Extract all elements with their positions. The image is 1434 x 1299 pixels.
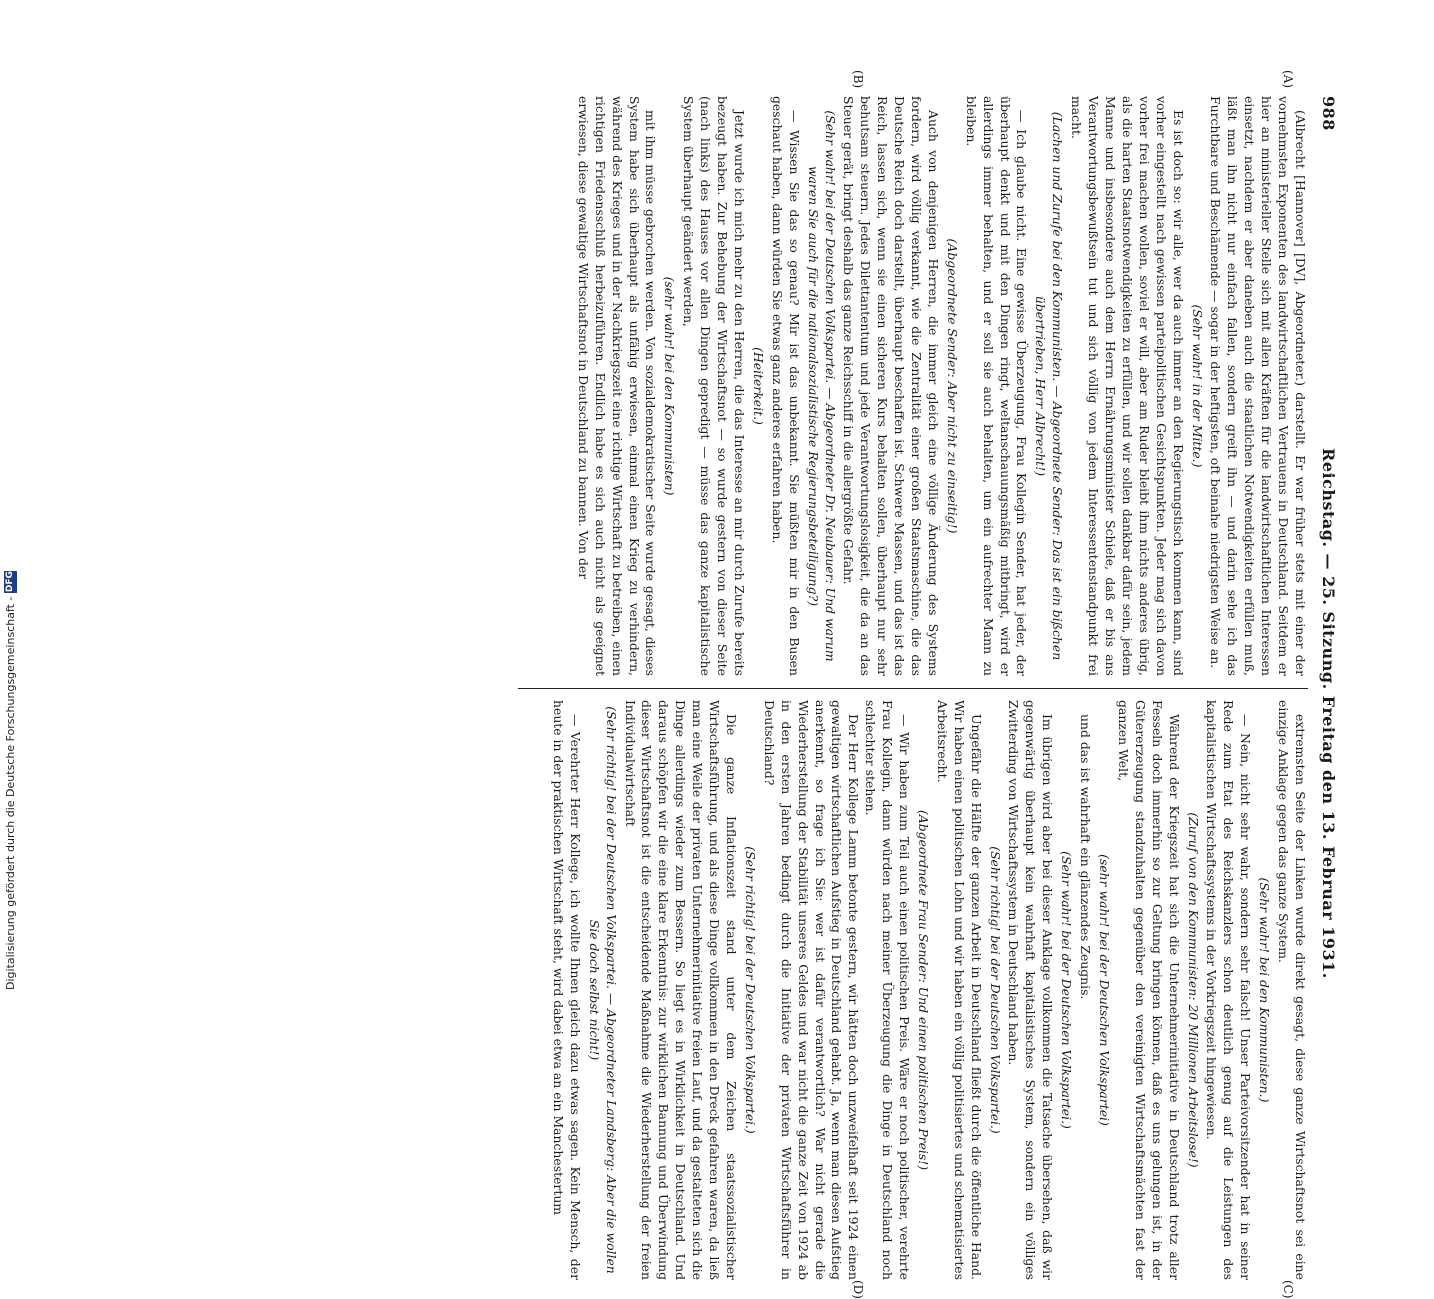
interjection: (sehr wahr! bei der Deutschen Volkspartei)	[1097, 854, 1113, 1126]
page-number: 988	[1319, 96, 1338, 131]
paragraph: mit ihm müsse gebrochen werden. Von sozialdemokratischer Seite wurde gesagt, dieses System habe sich überhaupt als unfähig erwiesen, einmal einen Krieg zu verhindern, während des Krieges und in der Nachkriegszeit eine richtige Wirtschaft zu betreiben, einen richtigen Friedensschluß herbeizuführen. Endlich habe es sich auch nicht als geeignet erwiesen, diese gewaltige Wirtschaftsnot in Deutschland zu bannen. Von der	[575, 96, 659, 676]
footer-text: Digitalisierung gefördert durch die Deutsche Forschungsgemeinschaft -	[3, 596, 17, 990]
interjection: (Sehr wahr! bei der Deutschen Volkspartei.)	[1059, 851, 1075, 1129]
paragraph: Die ganze Inflationszeit stand unter dem Zeichen staatssozialistischer Wirtschaftsführung, und als diese Dinge vollkommen in den Dreck gefahren waren, da ließ man eine Weile der privaten Unternehmerinitiative freien Lauf, und da gestalteten sich die Dinge allerdings wieder zum Bessern. So liegt es in Wirklichkeit in Deutschland. Und daraus schöpfen wir die eine klare Erkenntnis: zur wirklichen Bannung und Überwindung dieser Wirtschaftsnot ist die entscheidende Maßnahme die Wiederherstellung der freien Individualwirtschaft	[622, 700, 739, 1280]
paragraph: und das ist wahrhaft ein glänzendes Zeugnis.	[1078, 714, 1094, 1000]
paragraph: Im übrigen wird aber bei dieser Anklage vollkommen die Tatsache übersehen, daß wir gegenwärtig überhaupt kein wahrhaft kapitalistisches System, sondern ein völliges Zwitterding von Wirtschaftssystem in Deutschland haben.	[1006, 700, 1056, 1280]
interjection: (Sehr wahr! bei der Deutschen Volkspartei. — Abgeordneter Dr. Neubauer: Und warum waren Sie auch für die nationalsozialistische Regierungsbeteiligung?)	[805, 110, 838, 662]
interjection: (Sehr wahr! bei den Kommunisten.)	[1257, 877, 1273, 1103]
interjection: (Sehr richtig! bei der Deutschen Volkspartei. — Abgeordneter Landsberg: Aber die wollen Sie doch selbst nicht!)	[586, 706, 619, 1274]
paragraph: — Wir haben zum Teil auch einen politischen Preis. Wäre er noch politischer, verehrte Frau Kollegin, dann würden nach meiner Überzeugung die Dinge in Deutschland noch schlechter stehen.	[863, 700, 913, 1280]
paragraph: — Verehrter Herr Kollege, ich wollte Ihnen gleich dazu etwas sagen. Kein Mensch, der heute in der praktischen Wirtschaft steht, wird dabei etwa an ein Manchestertum	[550, 700, 583, 1280]
text-column-right	[508, 700, 1308, 1280]
interjection: (sehr wahr! bei den Kommunisten)	[662, 276, 678, 496]
paragraph: Der Herr Kollege Lamm betonte gestern, wir hätten doch unzweifelhaft seit 1924 einen gewaltigen wirtschaftlichen Aufstieg in Deutschland gehabt. Ja, wenn man diesen Aufstieg anerkennt, so frage ich Sie: wer ist dafür verantwortlich? War nicht gerade die Wiederherstellung der Stabilität unseres Geldes und war nicht die ganze Zeit von 1924 ab in den ersten Jahren bedingt durch die Initiative der privaten Wirtschaftsführer in Deutschland?	[761, 700, 862, 1280]
digitization-footer	[0, 0, 20, 1000]
dfg-logo-icon: DFG	[4, 571, 15, 593]
interjection: (Abgeordnete Frau Sender: Und einen politischen Preis!)	[915, 809, 931, 1171]
paragraph: (Albrecht [Hannover] [DV], Abgeordneter.) darstellt. Er war früher stets mit einer der vornehmsten Exponenten des landwirtschaftlichen Vertrauens in Deutschland. Seitdem er hier an ministerieller Stelle sich mit allen Kräften für die landwirtschaftlichen Interessen einsetzt, nachdem er aber daneben auch die staatlichen Notwendigkeiten erfüllen muß, läßt man ihn nicht nur einfach fallen, sondern greift ihn — und darin sehe ich das Furchtbare und Beschämende — sogar in der heftigsten, oft beinahe niedrigsten Weise an.	[1208, 96, 1308, 676]
interjection: (Abgeordnete Sender: Aber nicht zu einseitig!)	[944, 238, 960, 534]
paragraph: — Wissen Sie das so genau? Mir ist das unbekannt. Sie müßten mir in den Busen geschaut haben, dann würden Sie etwas ganz anderes erfahren haben.	[769, 96, 802, 676]
interjection: (Zuruf von den Kommunisten: 20 Millionen Arbeitslose!)	[1185, 812, 1201, 1168]
interjection: (Sehr richtig! bei der Deutschen Volkspartei.)	[742, 846, 758, 1134]
margin-mark-d: (D)	[851, 1280, 865, 1299]
page-header	[1312, 96, 1336, 1296]
paragraph: Es ist doch so: wir alle, wer da auch immer an den Regierungstisch kommen kann, sind vorher eingestellt nach gewissen parteipolitischen Gesichtspunkten. Jeder mag sich davon vorher frei machen wollen, soviel er will, aber am Ruder bleibt ihm nichts anderes übrig, als die harten Staatsnotwendigkeiten zu erfüllen, und wir sollen dankbar dafür sein, jedem Manne und insbesondere auch dem Herrn Ernährungsminister Schiele, daß er bis ans Verantwortungsbewußtsein tut und sich völlig von jedem Interessentenstandpunkt frei macht.	[1069, 96, 1186, 676]
paragraph: — Ich glaube nicht. Eine gewisse Überzeugung, Frau Kollegin Sender, hat jeder, der überhaupt denkt und mit den Dingen ringt, weltanschauungsmäßig mitbringt, wird er allerdings immer behalten, und er soll sie auch behalten, um ein aufrechter Mann zu bleiben.	[963, 96, 1030, 676]
interjection: (Sehr wahr! in der Mitte.)	[1189, 304, 1205, 468]
paragraph: Während der Kriegszeit hat sich die Unternehmerinitiative in Deutschland trotz aller Fesseln doch immerhin so zur Geltung bringen können, daß es uns gelungen ist, in der Gütererzeugung standzuhalten gegenüber den vereinigten Wirtschaftsmächten fast der ganzen Welt,	[1115, 700, 1182, 1280]
paragraph: Auch von denjenigen Herren, die immer gleich eine völlige Änderung des Systems fordern, wird völlig verkannt, wie die Zentralität einer großen Staatsmaschine, die das Deutsche Reich doch darstellt, überhaupt beschaffen ist. Schwere Massen, und das ist das Reich, lassen sich, wenn sie einen sicheren Kurs behalten sollen, überhaupt nur sehr behutsam steuern. Jedes Dilettantentum und jede Verantwortungslosigkeit, die da an das Steuer gerät, bringt deshalb das ganze Reichsschiff in die allergrößte Gefahr.	[841, 96, 941, 676]
paragraph: Jetzt wurde ich mich mehr zu den Herren, die das Interesse an mir durch Zurufe bereits bezeugt haben. Zur Behebung der Wirtschaftsnot — so wurde gestern von dieser Seite (nach links) des Hauses vor allen Dingen gepredigt — müsse das ganze kapitalistische System überhaupt geändert werden,	[681, 96, 747, 676]
margin-mark-c: (C)	[1281, 1280, 1295, 1299]
interjection: (Heiterkeit.)	[750, 347, 766, 425]
margin-mark-b: (B)	[851, 70, 865, 89]
interjection: (Sehr richtig! bei der Deutschen Volkspartei.)	[987, 846, 1003, 1134]
margin-mark-a: (A)	[1281, 70, 1295, 89]
rotated-page	[136, 70, 1338, 1299]
paragraph: extremsten Seite der Linken wurde direkt gesagt, diese ganze Wirtschaftsnot sei eine einzige Anklage gegen das ganze System.	[1276, 700, 1308, 1280]
paragraph: Ungefähr die Hälfte der ganzen Arbeit in Deutschland fließt durch die öffentliche Hand. Wir haben einen politischen Lohn und wir haben ein völlig politisiertes und schematisiertes Arbeitsrecht.	[934, 700, 984, 1280]
column-divider	[518, 688, 1308, 689]
text-column-left	[508, 96, 1308, 676]
paragraph: — Nein, nicht sehr wahr, sondern sehr falsch! Unser Parteivorsitzender hat in seiner Rede zum Etat des Reichskanzlers schon deutlich genug auf die Leistungen des kapitalistischen Wirtschaftssystems in der Vorkriegszeit hingewiesen.	[1204, 700, 1254, 1280]
page-title: Reichstag. — 25. Sitzung. Freitag den 13. Februar 1931.	[1319, 448, 1338, 979]
interjection: (Lachen und Zurufe bei den Kommunisten. — Abgeordnete Sender: Das ist ein bißchen übertrieben, Herr Albrecht!)	[1033, 111, 1066, 661]
